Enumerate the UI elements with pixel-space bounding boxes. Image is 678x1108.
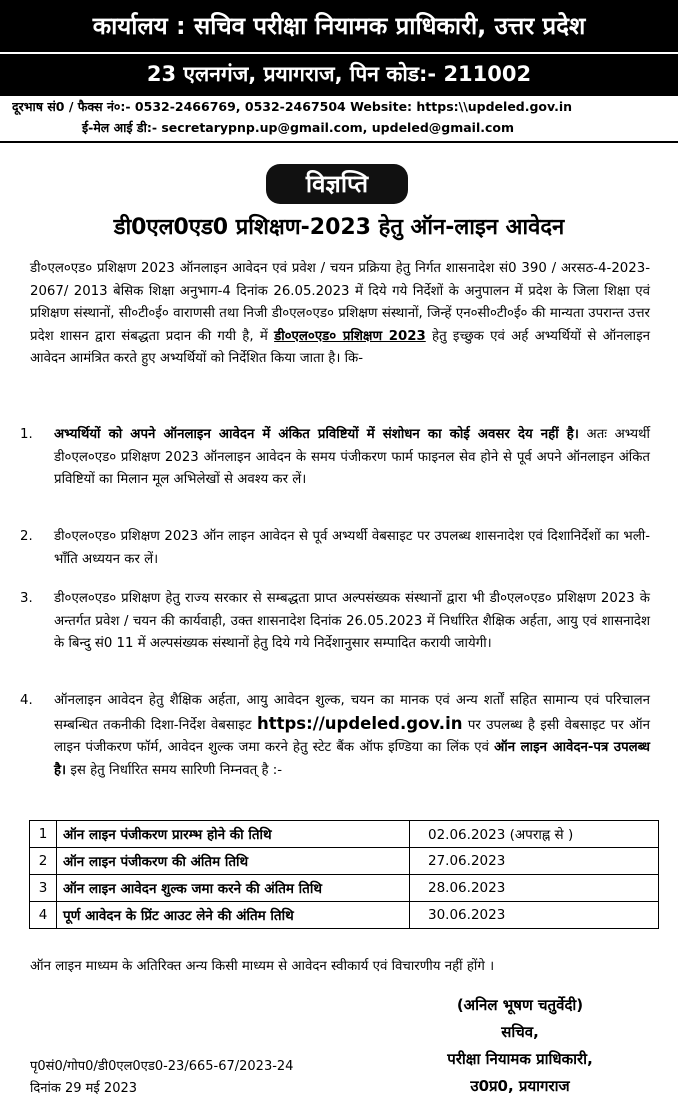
signature-block xyxy=(400,992,640,1100)
notice-title: डी0एल0एड0 प्रशिक्षण-2023 हेतु ऑन-लाइन आवेदन xyxy=(113,215,565,240)
row-label: ऑन लाइन पंजीकरण की अंतिम तिथि xyxy=(57,848,410,875)
intro-paragraph xyxy=(30,258,650,371)
point-3 xyxy=(20,588,650,656)
signatory-name: (अनिल भूषण चतुर्वेदी) xyxy=(456,996,584,1014)
row-number: 3 xyxy=(30,875,57,902)
reference-date: दिनांक 29 मई 2023 xyxy=(30,1081,138,1096)
point-text-part2: पर उपलब्ध है इसी वेबसाइट पर ऑन लाइन पंजीकरण फॉर्म, आवेदन शुल्क जमा करने हेतु स्टेट बैंक ऑफ इण्डिया का लिंक एवं xyxy=(54,717,650,755)
notice-badge: विज्ञप्ति xyxy=(266,164,408,204)
table-row xyxy=(30,821,659,848)
phone-website-line: दूरभाष सं0 / फैक्स नं०:- 0532-2466769, 0532-2467504 Website: https:\\updeled.gov.in xyxy=(12,99,573,114)
point-4 xyxy=(20,690,650,782)
point-1 xyxy=(20,424,650,492)
contact-block xyxy=(12,96,668,138)
point-2 xyxy=(20,526,650,571)
table-row xyxy=(30,875,659,902)
signatory-place: उ0प्र0, प्रयागराज xyxy=(470,1077,570,1095)
row-label: पूर्ण आवेदन के प्रिंट आउट लेने की अंतिम तिथि xyxy=(57,902,410,929)
intro-text-before: डी०एल०एड० प्रशिक्षण 2023 ऑनलाइन आवेदन एवं प्रवेश / चयन प्रक्रिया हेतु निर्गत शासनादेश सं0 390 / अरसठ-4-2023-2067/ 2013 बेसिक शिक्षा अनुभाग-4 दिनांक 26.05.2023 में दिये गये निर्देशों के अनुपालन में प्रदेश के जिला शिक्षा एवं प्रशिक्षण संस्थानों, सी०टी०ई० वाराणसी तथा निजी डी०एल०एड० प्रशिक्षण संस्थानों, जिन्हें एन०सी०टी०ई० की मान्यता उपरान्त उत्तर प्रदेश शासन द्वारा संबद्धता प्रदान की गयी है, में xyxy=(30,261,650,344)
schedule-table xyxy=(29,820,659,929)
point-text xyxy=(54,690,650,782)
point-text-part1: ऑनलाइन आवेदन हेतु शैक्षिक अर्हता, आयु आवेदन शुल्क, चयन का मानक एवं अन्य शर्तों सहित सामान्य एवं परिचालन सम्बन्धित तकनीकी दिशा-निर्देश वेबसाइट xyxy=(54,693,650,733)
office-title: कार्यालय : सचिव परीक्षा नियामक प्राधिकारी, उत्तर प्रदेश xyxy=(0,0,678,52)
point-text: डी०एल०एड० प्रशिक्षण हेतु राज्य सरकार से सम्बद्धता प्राप्त अल्पसंख्यक संस्थानों द्वारा भी डी०एल०एड० प्रशिक्षण 2023 के अन्तर्गत प्रवेश / चयन की कार्यवाही, उक्त शासनादेश दिनांक 26.05.2023 में निर्धारित शैक्षिक अर्हता, आयु एवं शासनादेश के बिन्दु सं0 11 में अल्पसंख्यक संस्थानों हेतु दिये गये निर्देशानुसार सम्पादित करायी जायेगी। xyxy=(54,591,650,651)
website-link[interactable]: https://updeled.gov.in xyxy=(256,713,463,733)
point-text-part3: इस हेतु निर्धारित समय सारिणी निम्नवत् है :- xyxy=(70,762,283,778)
point-text: डी०एल०एड० प्रशिक्षण 2023 ऑन लाइन आवेदन से पूर्व अभ्यर्थी वेबसाइट पर उपलब्ध शासनादेश एवं दिशानिर्देशों का भली-भाँति अध्ययन कर लें। xyxy=(54,529,650,567)
row-date: 30.06.2023 xyxy=(410,902,659,929)
point-rest-text: अतः अभ्यर्थी डी०एल०एड० प्रशिक्षण 2023 ऑनलाइन आवेदन के समय पंजीकरण फार्म फाइनल सेव होने से पूर्व अपने ऑनलाइन अंकित प्रविष्टियों का मिलान मूल अभिलेखों से अवश्य कर लें। xyxy=(54,427,650,487)
row-label: ऑन लाइन पंजीकरण प्रारम्भ होने की तिथि xyxy=(57,821,410,848)
row-number: 4 xyxy=(30,902,57,929)
row-number: 1 xyxy=(30,821,57,848)
office-address: 23 एलनगंज, प्रयागराज, पिन कोड:- 211002 xyxy=(0,52,678,96)
point-bold-text: अभ्यर्थियों को अपने ऑनलाइन आवेदन में अंकित प्रविष्टियों में संशोधन का कोई अवसर देय नहीं है। xyxy=(54,427,579,442)
header-divider xyxy=(0,141,678,143)
point-number: 4. xyxy=(20,693,33,708)
email-line: ई-मेल आई डी:- secretarypnp.up@gmail.com, updeled@gmail.com xyxy=(82,120,515,135)
row-date: 28.06.2023 xyxy=(410,875,659,902)
table-row xyxy=(30,848,659,875)
intro-text-after: हेतु इच्छुक एवं अर्ह अभ्यर्थियों से ऑनलाइन आवेदन आमंत्रित करते हुए अभ्यर्थियों को निर्देशित किया जाता है। कि- xyxy=(30,328,650,366)
point-text xyxy=(54,424,650,492)
row-number: 2 xyxy=(30,848,57,875)
signatory-office: परीक्षा नियामक प्राधिकारी, xyxy=(447,1050,593,1068)
reference-block xyxy=(30,1056,293,1100)
point-number: 3. xyxy=(20,591,33,606)
point-number: 2. xyxy=(20,529,33,544)
row-date: 27.06.2023 xyxy=(410,848,659,875)
point-number: 1. xyxy=(20,427,33,442)
table-row xyxy=(30,902,659,929)
signatory-designation: सचिव, xyxy=(501,1023,539,1041)
row-label: ऑन लाइन आवेदन शुल्क जमा करने की अंतिम तिथि xyxy=(57,875,410,902)
closing-note: ऑन लाइन माध्यम के अतिरिक्त अन्य किसी माध्यम से आवेदन स्वीकार्य एवं विचारणीय नहीं होंगे । xyxy=(30,959,495,974)
row-date: 02.06.2023 (अपराह्न से ) xyxy=(410,821,659,848)
point-bold-text: ऑन लाइन आवेदन-पत्र उपलब्ध है। xyxy=(54,740,650,778)
reference-number: पृ0सं0/गोप0/डी0एल0एड0-23/665-67/2023-24 xyxy=(30,1059,294,1074)
intro-underlined-text: डी०एल०एड० प्रशिक्षण 2023 xyxy=(274,328,426,344)
